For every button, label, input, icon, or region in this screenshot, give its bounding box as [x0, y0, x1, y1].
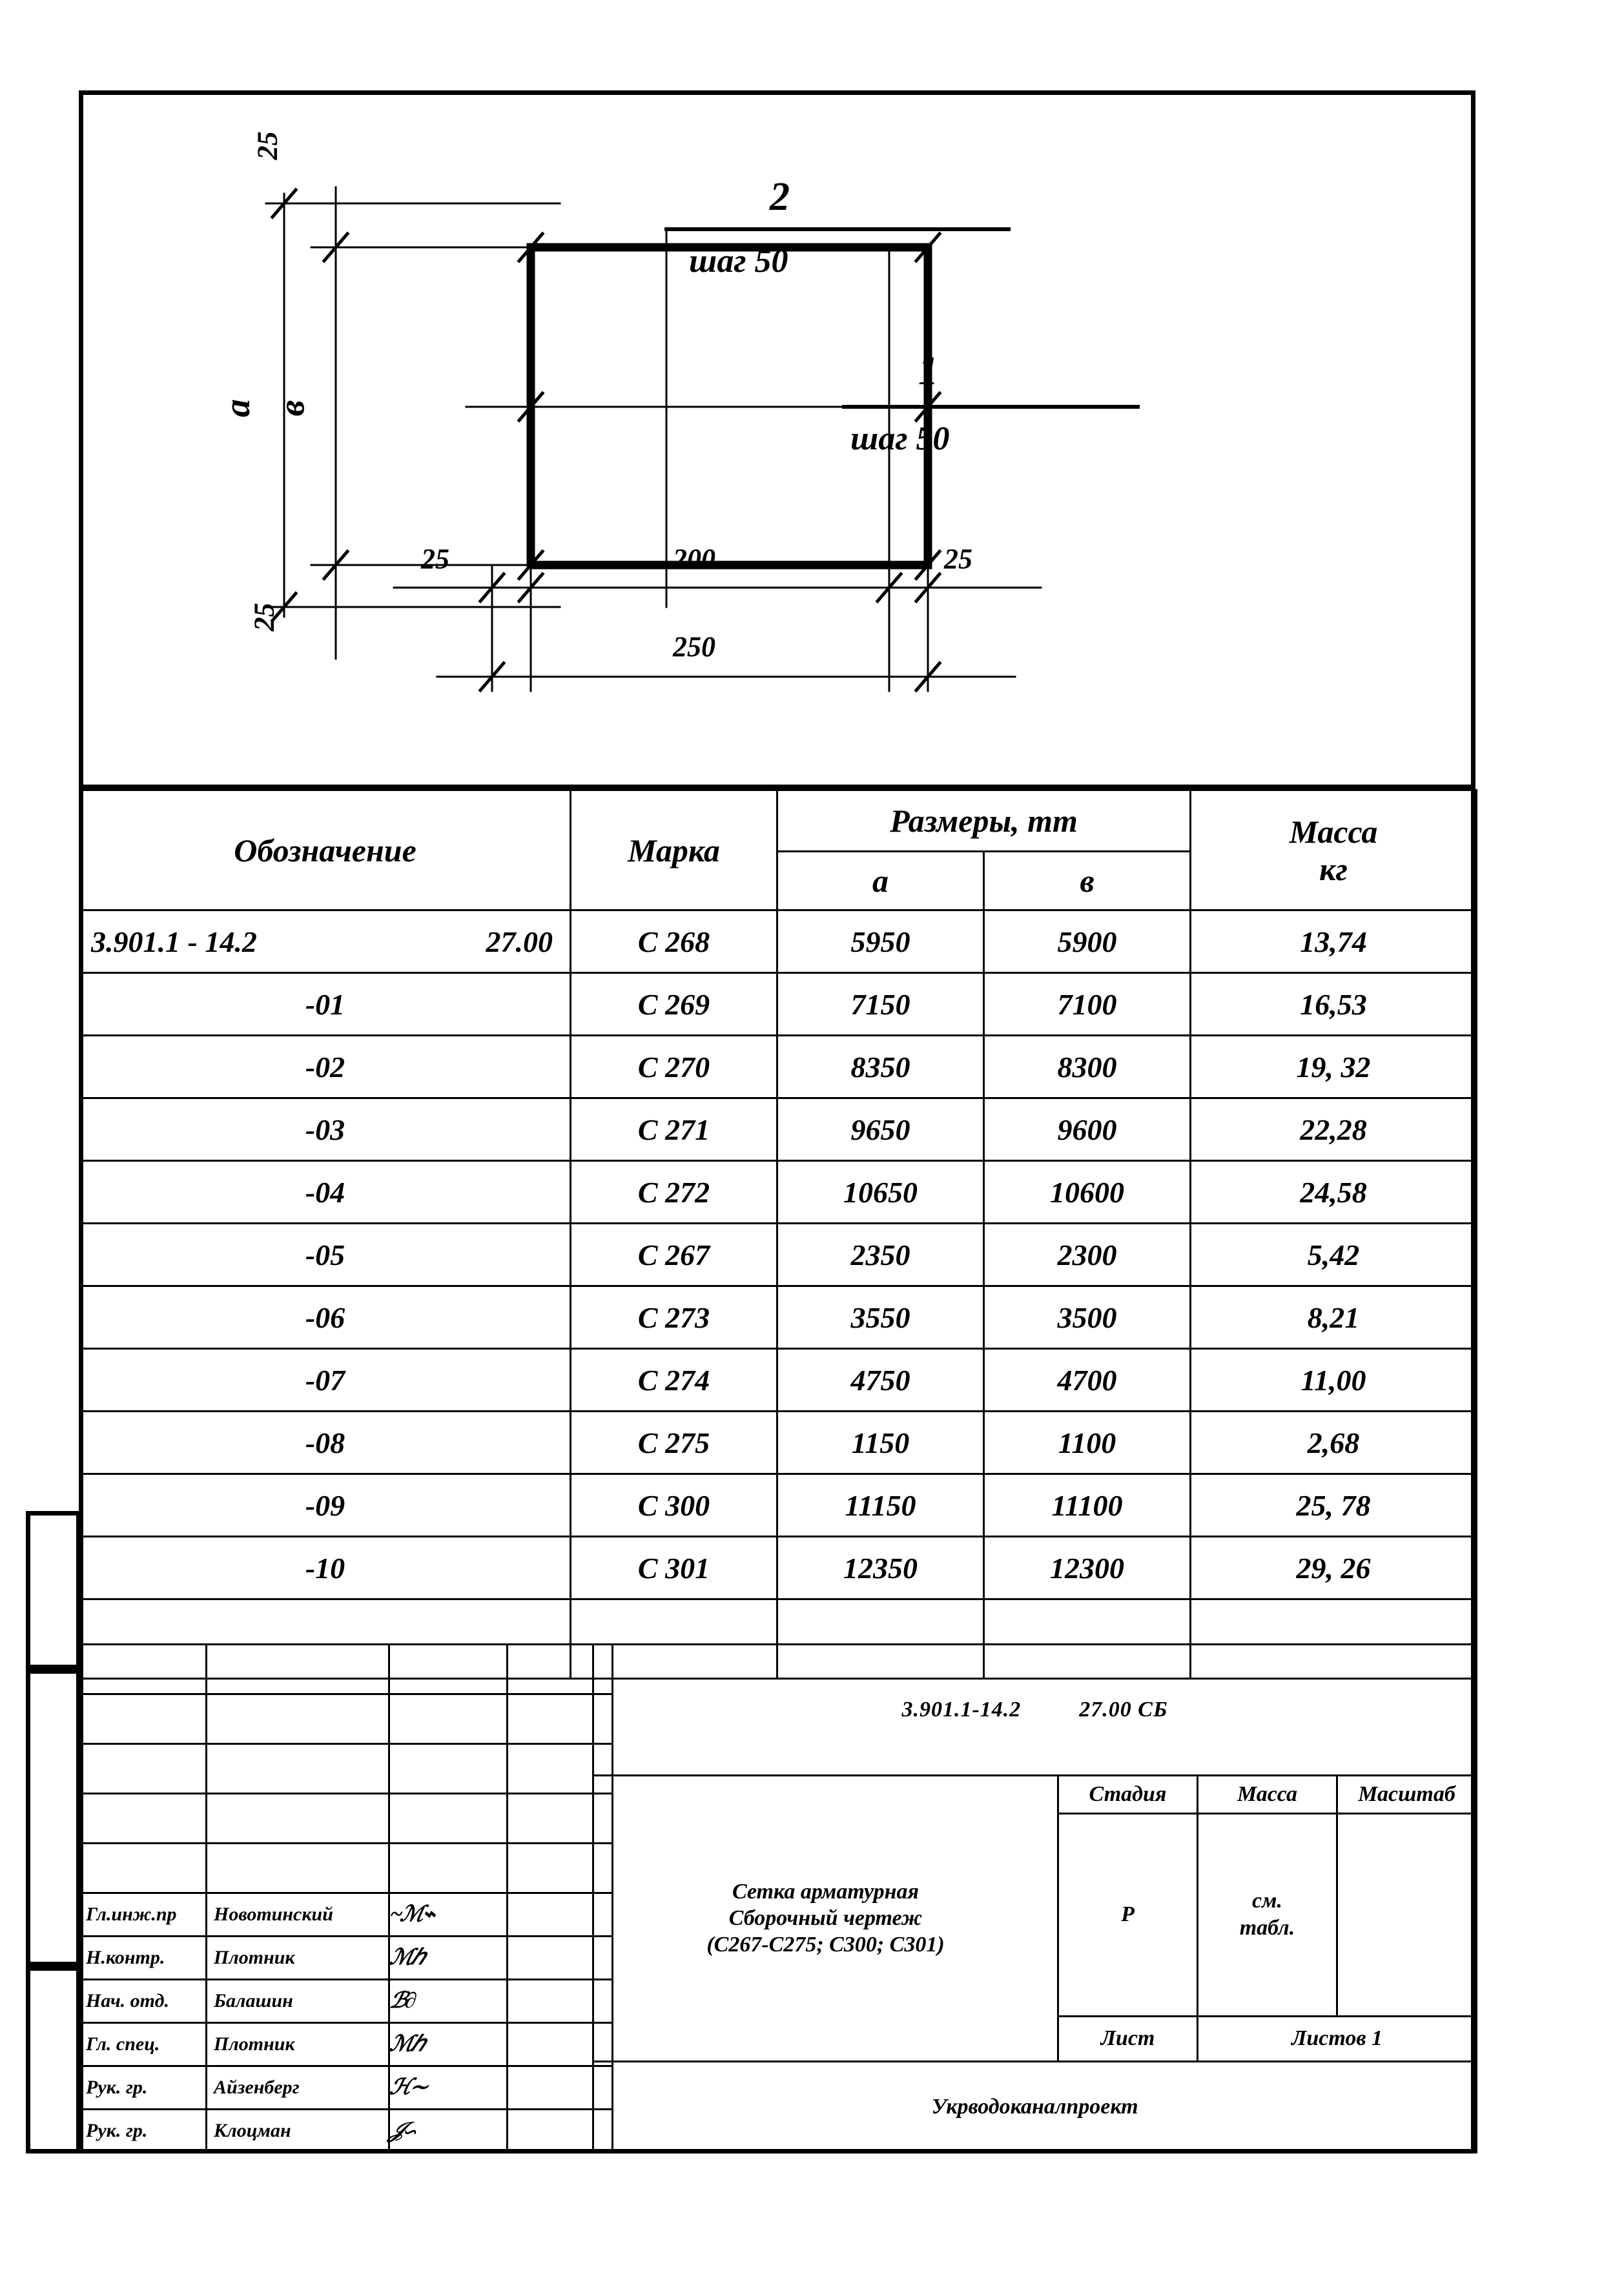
sheets-header: Листов 1 — [1198, 2016, 1477, 2061]
cell-mass: 24,58 — [1191, 1161, 1477, 1224]
table-header-row — [80, 790, 1477, 852]
signature-name: Клоцман — [207, 2109, 389, 2152]
cell-mass: 19, 32 — [1191, 1036, 1477, 1098]
table-row — [80, 1349, 1477, 1412]
cell-size-a: 12350 — [777, 1537, 984, 1599]
dim-inner-200: 200 — [673, 543, 715, 575]
cell-size-a: 8350 — [777, 1036, 984, 1098]
revision-cell — [389, 1694, 508, 1743]
mass-header: Масса — [1198, 1775, 1337, 1813]
cell-designation-suffix: 27.00 — [486, 925, 553, 958]
signature-name: Новотинский — [207, 1893, 389, 1936]
revision-row — [80, 1694, 613, 1743]
callout-2-number: 2 — [770, 175, 790, 219]
signature-mark: ℋ∼ — [389, 2066, 508, 2109]
title-block — [79, 1643, 1475, 2154]
signature-role: Гл. спец. — [80, 2022, 207, 2066]
document-name-line3: (С267-С275; С300; С301) — [706, 1933, 945, 1957]
cell-mark: С 300 — [571, 1474, 777, 1537]
revision-cell — [207, 1645, 389, 1694]
cell-mass: 16,53 — [1191, 973, 1477, 1036]
margin-stub-top — [26, 1511, 81, 1669]
header-designation: Обозначение — [80, 790, 571, 910]
margin-stub-bottom — [26, 1966, 81, 2154]
dim-bottom-25: 25 — [248, 602, 280, 632]
dim-left-25: 25 — [421, 543, 449, 575]
cell-mass: 29, 26 — [1191, 1537, 1477, 1599]
header-mass-label: Масса — [1289, 813, 1378, 850]
cell-size-b: 1100 — [984, 1412, 1191, 1474]
cell-size-a: 9650 — [777, 1098, 984, 1161]
revision-row — [80, 1743, 613, 1793]
signature-role: Нач. отд. — [80, 1979, 207, 2022]
signature-role: Гл.инж.пр — [80, 1893, 207, 1936]
header-mark: Марка — [571, 790, 777, 910]
mass-value — [1198, 1813, 1337, 2016]
cell-mass: 5,42 — [1191, 1224, 1477, 1286]
cell-mass: 13,74 — [1191, 910, 1477, 973]
document-code: 3.901.1-14.2 — [901, 1697, 1022, 1722]
cell-mark: С 267 — [571, 1224, 777, 1286]
cell-designation: -01 — [80, 973, 571, 1036]
revision-cell — [207, 1793, 389, 1843]
cell-size-a: 1150 — [777, 1412, 984, 1474]
cell-mark: С 275 — [571, 1412, 777, 1474]
cell-designation-base: 3.901.1 - 14.2 — [91, 925, 257, 958]
dim-total-250: 250 — [673, 631, 715, 663]
callout-1-label: шаг 50 — [850, 420, 950, 457]
cell-size-b: 11100 — [984, 1474, 1191, 1537]
cell-size-b: 9600 — [984, 1098, 1191, 1161]
revision-cell — [80, 1843, 207, 1893]
dim-top-25: 25 — [251, 131, 283, 160]
revision-cell — [389, 1645, 508, 1694]
revision-cell — [80, 1694, 207, 1743]
cell-mass: 8,21 — [1191, 1286, 1477, 1349]
signature-mark: 𝒥∽ — [389, 2109, 508, 2152]
cell-mark: С 272 — [571, 1161, 777, 1224]
revision-cell — [389, 1743, 508, 1793]
cell-designation: -03 — [80, 1098, 571, 1161]
cell-size-a: 3550 — [777, 1286, 984, 1349]
table-row — [80, 1098, 1477, 1161]
cell-size-a: 11150 — [777, 1474, 984, 1537]
margin-stub-middle — [26, 1669, 81, 1966]
header-mass — [1191, 790, 1477, 910]
signature-mark: ℳℎ — [389, 2022, 508, 2066]
signature-role: Н.контр. — [80, 1936, 207, 1979]
cell-designation: -05 — [80, 1224, 571, 1286]
cell-designation: -07 — [80, 1349, 571, 1412]
cell-size-b: 12300 — [984, 1537, 1191, 1599]
sheet-header: Лист — [1058, 2016, 1198, 2061]
document-name-cell — [593, 1775, 1058, 2061]
cell-mark: С 274 — [571, 1349, 777, 1412]
dim-right-25: 25 — [944, 543, 972, 575]
signature-mark: ℳℎ — [389, 1936, 508, 1979]
organization-cell: Укрводоканалпроект — [593, 2061, 1477, 2152]
signature-name: Плотник — [207, 2022, 389, 2066]
revision-cell — [389, 1793, 508, 1843]
signature-grid — [79, 1643, 613, 2154]
cell-mark: С 301 — [571, 1537, 777, 1599]
table-row — [80, 1224, 1477, 1286]
revision-cell — [207, 1843, 389, 1893]
signature-mark: ~ℳ⌁ — [389, 1893, 508, 1936]
signature-role: Рук. гр. — [80, 2066, 207, 2109]
revision-row — [80, 1843, 613, 1893]
table-row — [80, 910, 1477, 973]
cell-size-a: 10650 — [777, 1161, 984, 1224]
cell-designation: -09 — [80, 1474, 571, 1537]
signature-row — [80, 1979, 613, 2022]
mass-value-line1: см. — [1252, 1888, 1282, 1913]
callout-1-number: 1 — [918, 349, 938, 393]
signature-role: Рук. гр. — [80, 2109, 207, 2152]
mass-value-line2: табл. — [1239, 1916, 1295, 1940]
signature-name: Айзенберг — [207, 2066, 389, 2109]
cell-mass: 2,68 — [1191, 1412, 1477, 1474]
cell-designation: -04 — [80, 1161, 571, 1224]
revision-cell — [207, 1743, 389, 1793]
revision-row — [80, 1793, 613, 1843]
table-row — [80, 973, 1477, 1036]
signature-row — [80, 1893, 613, 1936]
cell-mass: 22,28 — [1191, 1098, 1477, 1161]
stage-header: Стадия — [1058, 1775, 1198, 1813]
signature-name: Плотник — [207, 1936, 389, 1979]
cell-size-a: 4750 — [777, 1349, 984, 1412]
signature-row — [80, 2066, 613, 2109]
header-size-b: в — [984, 852, 1191, 910]
cell-designation: -08 — [80, 1412, 571, 1474]
cell-size-b: 4700 — [984, 1349, 1191, 1412]
stage-value: Р — [1058, 1813, 1198, 2016]
header-mass-unit: кг — [1319, 850, 1348, 887]
cell-size-b: 10600 — [984, 1161, 1191, 1224]
cell-mark: С 270 — [571, 1036, 777, 1098]
revision-cell — [389, 1843, 508, 1893]
revision-row — [80, 1645, 613, 1694]
main-title-grid — [592, 1643, 1477, 2154]
cell-designation: -06 — [80, 1286, 571, 1349]
cell-size-b: 5900 — [984, 910, 1191, 973]
cell-mark: С 273 — [571, 1286, 777, 1349]
cell-size-a: 5950 — [777, 910, 984, 973]
scale-header: Масштаб — [1337, 1775, 1477, 1813]
table-row — [80, 1412, 1477, 1474]
signature-row — [80, 2022, 613, 2066]
cell-size-a: 7150 — [777, 973, 984, 1036]
cell-mark: С 269 — [571, 973, 777, 1036]
document-name-line2: Сборочный чертеж — [728, 1906, 923, 1930]
dim-label-b: в — [272, 400, 313, 416]
table-row — [80, 1161, 1477, 1224]
table-row — [80, 1286, 1477, 1349]
cell-mark: С 271 — [571, 1098, 777, 1161]
cell-mark: С 268 — [571, 910, 777, 973]
dim-label-a: а — [218, 399, 258, 417]
cell-designation: -10 — [80, 1537, 571, 1599]
scale-value — [1337, 1813, 1477, 2016]
document-suffix: 27.00 СБ — [1079, 1697, 1168, 1722]
specification-table — [79, 785, 1475, 1643]
header-size-a: а — [777, 852, 984, 910]
table-row — [80, 1036, 1477, 1098]
table-row — [80, 1474, 1477, 1537]
revision-cell — [80, 1793, 207, 1843]
signature-row — [80, 1936, 613, 1979]
cell-designation — [80, 910, 571, 973]
cell-size-a: 2350 — [777, 1224, 984, 1286]
signature-row — [80, 2109, 613, 2152]
table-row — [80, 1537, 1477, 1599]
callout-2-label: шаг 50 — [689, 243, 788, 280]
document-name-line1: Сетка арматурная — [732, 1879, 920, 1904]
cell-size-b: 8300 — [984, 1036, 1191, 1098]
cell-mass: 11,00 — [1191, 1349, 1477, 1412]
revision-cell — [207, 1694, 389, 1743]
cell-mass: 25, 78 — [1191, 1474, 1477, 1537]
revision-cell — [80, 1743, 207, 1793]
cell-size-b: 3500 — [984, 1286, 1191, 1349]
drawing-region — [79, 90, 1475, 785]
document-code-cell — [593, 1645, 1477, 1776]
cell-size-b: 7100 — [984, 973, 1191, 1036]
header-sizes: Размеры, mm — [777, 790, 1191, 852]
signature-mark: ℬ∂ — [389, 1979, 508, 2022]
revision-cell — [80, 1645, 207, 1694]
signature-name: Балашин — [207, 1979, 389, 2022]
cell-designation: -02 — [80, 1036, 571, 1098]
cell-size-b: 2300 — [984, 1224, 1191, 1286]
